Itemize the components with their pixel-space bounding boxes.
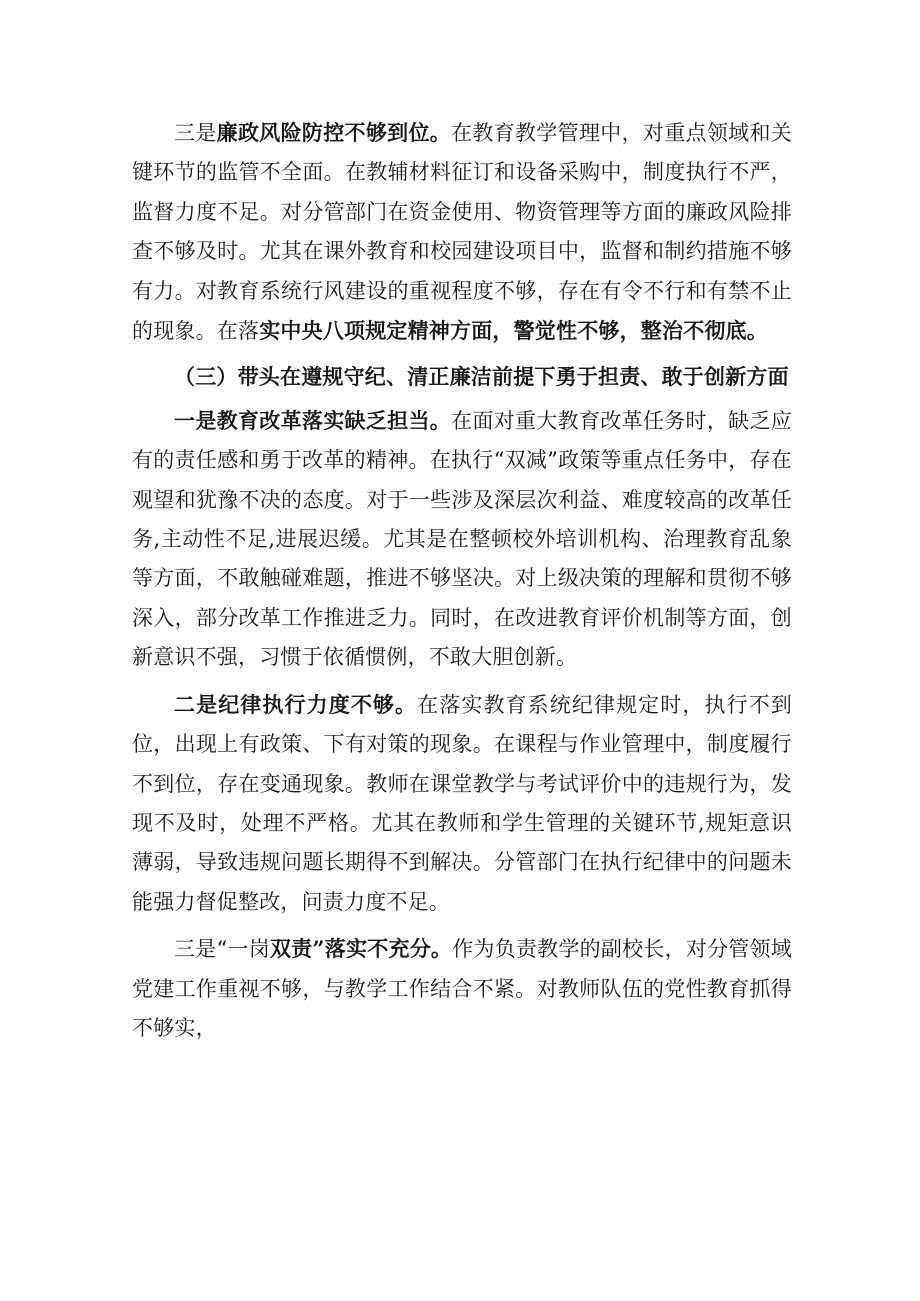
paragraph-lead-plain: 三是“一岗 <box>174 937 270 962</box>
paragraph-education-reform <box>132 401 792 678</box>
document-page <box>132 113 792 1048</box>
paragraph-lead-plain: 三是 <box>174 121 217 145</box>
paragraph-integrity-risk <box>132 113 792 351</box>
section-heading: （三）带头在遵规守纪、清正廉洁前提下勇于担责、敢于创新方面 <box>174 364 789 390</box>
paragraph-body: 在面对重大教育改革任务时，缺乏应有的责任感和勇于改革的精神。在执行“双减”政策等重点任务中，存在观望和犹豫不决的态度。对于一些涉及深层次利益、难度较高的改革任务,主动性不足,进展迟缓。尤其是在整顿校外培训机构、治理教育乱象等方面，不敢触碰难题，推进不够坚决。对上级决策的理解和贯彻不够深入，部分改革工作推进乏力。同时，在改进教育评价机制等方面，创新意识不强，习惯于依循惯例，不敢大胆创新。 <box>132 408 792 670</box>
paragraph-tail-bold: 实中央八项规定精神方面，警觉性不够，整治不彻底。 <box>259 318 769 344</box>
paragraph-gap <box>132 922 792 929</box>
paragraph-lead-bold: 廉政风险防控不够到位。 <box>216 120 452 145</box>
paragraph-lead-bold: 双责”落实不充分。 <box>269 936 453 962</box>
paragraph-dual-responsibility <box>132 929 792 1048</box>
paragraph-lead-bold: 二是纪律执行力度不够。 <box>174 691 418 717</box>
paragraph-body: 在落实教育系统纪律规定时，执行不到位，出现上有政策、下有对策的现象。在课程与作业管理中，制度履行不到位，存在变通现象。教师在课堂教学与考试评价中的违规行为，发现不及时，处理不严格。尤其在教师和学生管理的关键环节,规矩意识薄弱，导致违规问题长期得不到解决。分管部门在执行纪律中的问题未能强力督促整改，问责力度不足。 <box>132 692 792 914</box>
paragraph-gap <box>132 678 792 685</box>
paragraph-body: 作为负责教学的副校长，对分管领域党建工作重视不够，与教学工作结合不紧。对教师队伍的党性教育抓得不够实， <box>132 937 792 1040</box>
paragraph-lead-bold: 一是教育改革落实缺乏担当。 <box>174 407 452 433</box>
paragraph-discipline-enforcement <box>132 685 792 922</box>
paragraph-body: 在教育教学管理中，对重点领域和关键环节的监管不全面。在教辅材料征订和设备采购中，制度执行不严，监督力度不足。对分管部门在资金使用、物资管理等方面的廉政风险排查不够及时。尤其在课外教育和校园建设项目中，监督和制约措施不够有力。对教育系统行风建设的重视程度不够，存在有令不行和有禁不止的现象。在落 <box>132 121 792 344</box>
